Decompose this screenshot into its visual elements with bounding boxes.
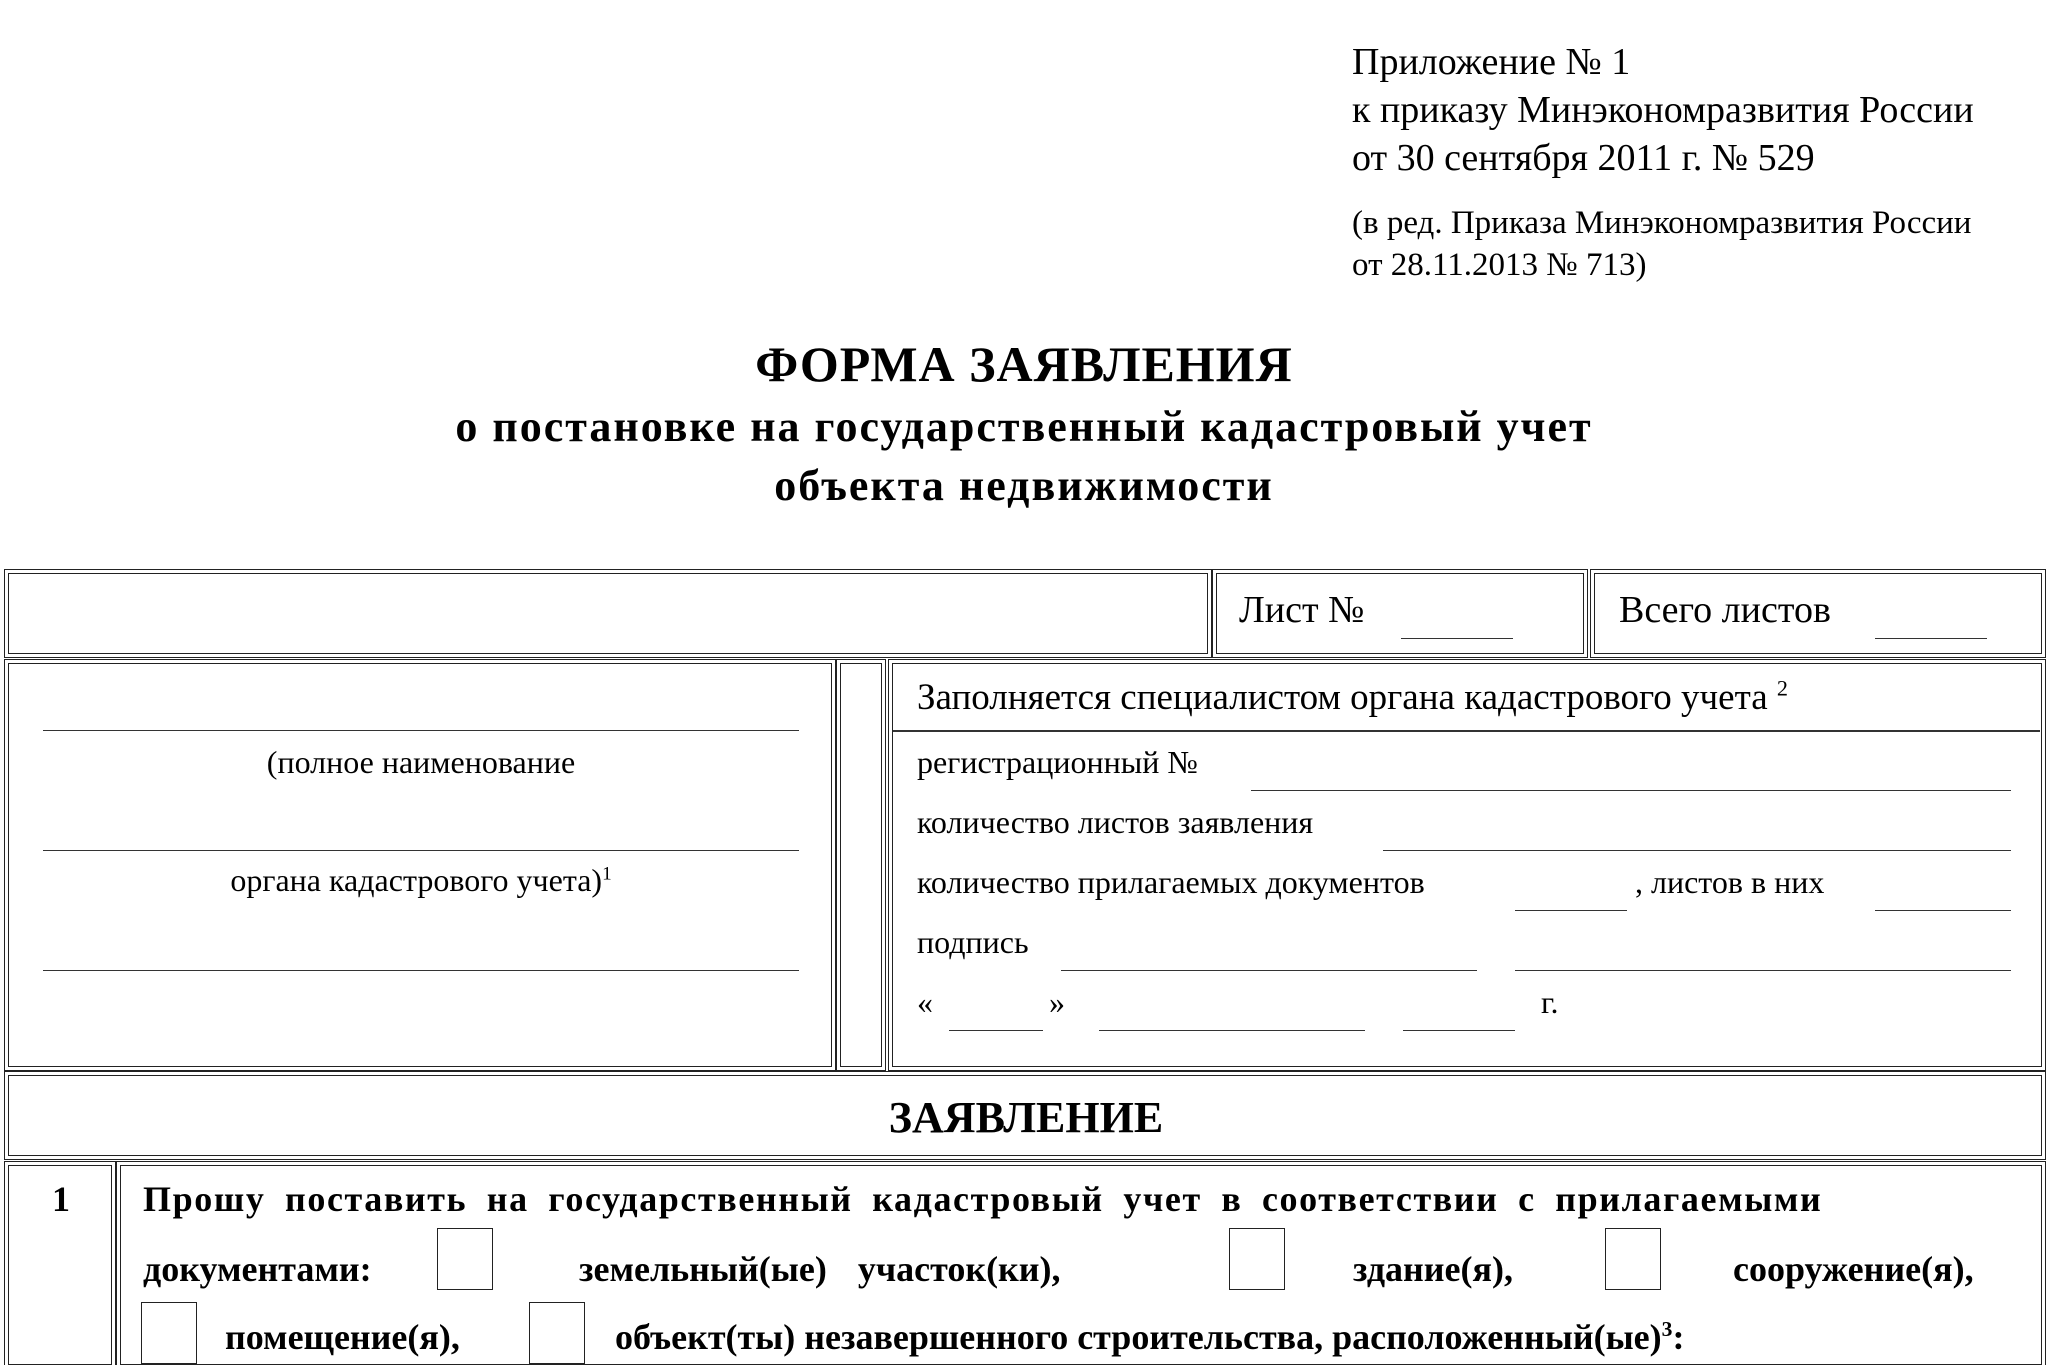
authority-caption-2: органа кадастрового учета)$^1$ [230,862,612,898]
sheet-blank-cell [8,573,1208,654]
statement-heading: ЗАЯВЛЕНИЕ [888,1093,1164,1142]
amendment-note [1352,202,1971,286]
year-suffix: г. [1541,984,1559,1020]
documents-sheets-line[interactable] [1875,910,2011,911]
specialist-divider [893,730,2040,732]
sheet-total-cell [1594,573,2042,654]
sheet-number-cell [1216,573,1584,654]
form-subtitle-2: объекта недвижимости [774,461,1274,510]
sheet-total-line[interactable] [1875,638,1987,639]
sheets-count-label: количество листов заявления [917,804,1314,840]
sheet-number-line[interactable] [1401,638,1513,639]
date-year-line[interactable] [1403,1030,1515,1031]
specialist-heading: Заполняется специалистом органа кадастрового учета $^2$ [917,675,1788,718]
documents-label: документами: [143,1249,372,1289]
amendment-line-1: (в ред. Приказа Минэкономразвития России [1352,205,1972,241]
statement-heading-cell [8,1075,2042,1156]
appendix-order: к приказу Минэкономразвития России [1352,89,1974,131]
item-content-cell [120,1165,2042,1365]
premises-label: помещение(я), [225,1317,460,1357]
land-plot-checkbox[interactable] [437,1228,493,1290]
authority-name-line-3[interactable] [43,970,799,971]
authority-cell [8,663,832,1067]
registration-line[interactable] [1251,790,2011,791]
unfinished-footnote: 3 [1661,1317,1673,1341]
date-month-line[interactable] [1099,1030,1365,1031]
land-plot-label: земельный(ые) участок(ки), [579,1249,1061,1289]
form-subtitle-1: о постановке на государственный кадастровый учет [455,402,1593,451]
amendment-line-2: от 28.11.2013 № 713) [1352,247,1647,283]
request-text-line-1: Прошу поставить на государственный кадастровый учет в соответствии с прилагаемыми [143,1179,1823,1219]
documents-count-line[interactable] [1515,910,1627,911]
appendix-date: от 30 сентября 2011 г. № 529 [1352,137,1815,179]
sheet-number-label: Лист № [1239,589,1365,631]
documents-count-label: количество прилагаемых документов [917,864,1425,900]
unfinished-label: объект(ты) незавершенного строительства, расположенный(ые)$^3$: [615,1317,1685,1357]
authority-caption-1: (полное наименование [266,744,576,780]
form-title: ФОРМА ЗАЯВЛЕНИЯ [755,336,1293,392]
spacer-cell [840,663,882,1067]
authority-name-line-1[interactable] [43,730,799,731]
date-day-line[interactable] [949,1030,1043,1031]
specialist-footnote: 2 [1776,675,1788,701]
appendix-number: Приложение № 1 [1352,41,1631,83]
date-close-quote: » [1049,984,1065,1020]
appendix-header [1352,38,1974,182]
specialist-cell [892,663,2042,1067]
item-number: 1 [52,1179,70,1219]
authority-name-line-2[interactable] [43,850,799,851]
authority-footnote: 1 [602,863,612,885]
structure-checkbox[interactable] [1605,1228,1661,1290]
structure-label: сооружение(я), [1733,1249,1974,1289]
building-checkbox[interactable] [1229,1228,1285,1290]
date-open-quote: « [917,984,933,1020]
signature-name-line[interactable] [1515,970,2011,971]
signature-line[interactable] [1061,970,1477,971]
registration-label: регистрационный № [917,744,1198,780]
signature-label: подпись [917,924,1029,960]
unfinished-checkbox[interactable] [529,1302,585,1364]
item-number-cell [8,1165,112,1365]
sheet-total-label: Всего листов [1619,589,1831,631]
documents-sheets-label: , листов в них [1635,864,1825,900]
sheets-count-line[interactable] [1383,850,2011,851]
premises-checkbox[interactable] [141,1302,197,1364]
building-label: здание(я), [1353,1249,1513,1289]
